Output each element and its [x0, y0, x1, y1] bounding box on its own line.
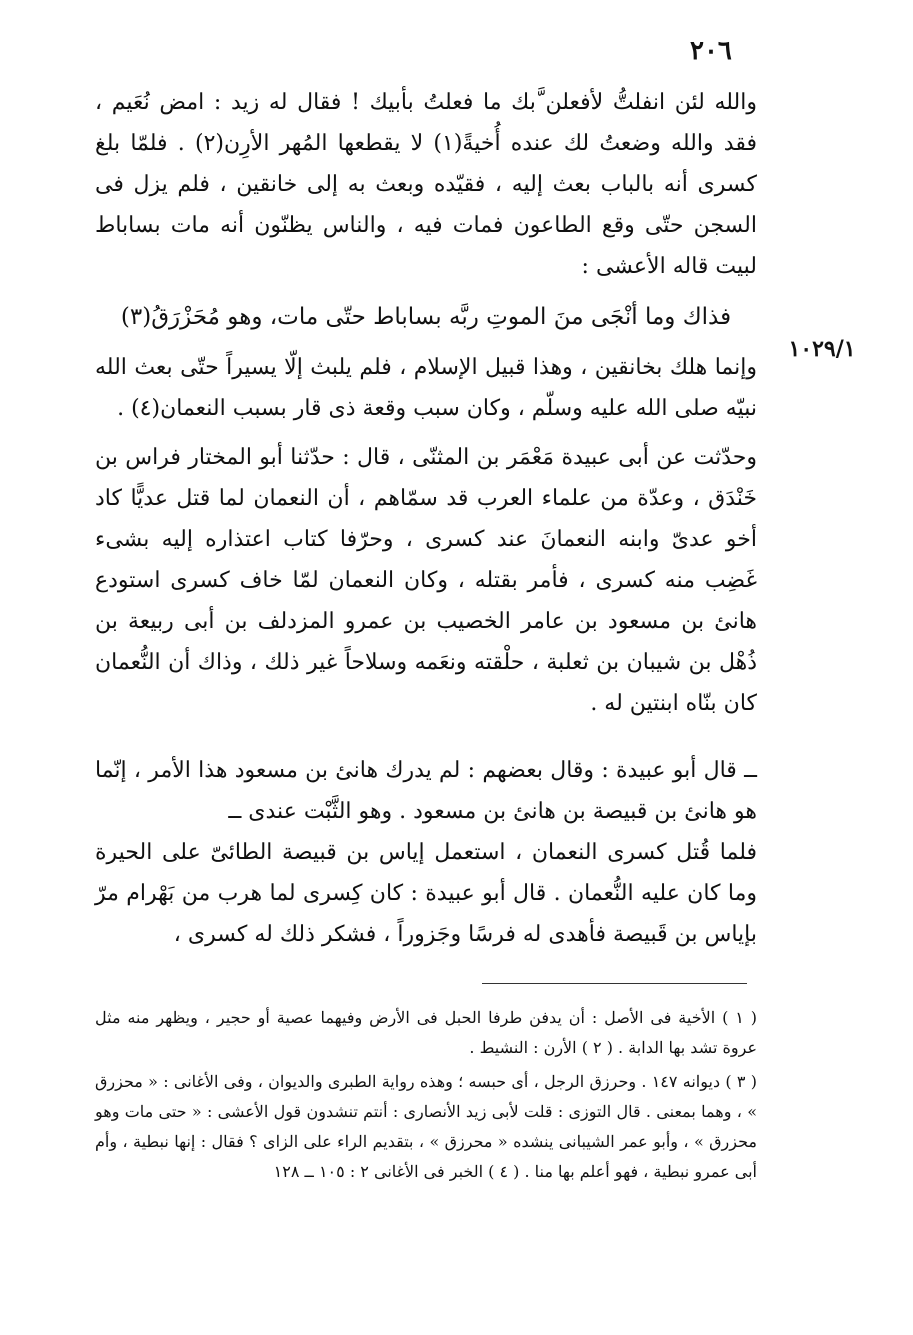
footnotes: [95, 1003, 757, 1191]
paragraph: وإنما هلك بخانقين ، وهذا قبيل الإسلام ، فلم يلبث إلّا يسيراً حتّى بعث الله نبيّه صلى الله عليه وسلّم ، وكان سبب وقعة ذى قار بسبب النعمان(٤) .: [95, 355, 757, 421]
footnote: ( ٣ ) ديوانه ١٤٧ . وحرزق الرجل ، أى حبسه ؛ وهذه رواية الطبرى والديوان ، وفى الأغانى : « محزرق » ، وهما بمعنى . قال التوزى : قلت لأبى زيد الأنصارى : أنتم تنشدون قول الأعشى : « حتى مات وهو محزرق » ، وأبو عمر الشيبانى ينشده « محرزق » ، بتقديم الراء على الزاى ؟ فقال : إنها نبطية ، وأم أبى عمرو نبطية ، فهو أعلم بها منا . ( ٤ ) الخبر فى الأغانى ٢ : ١٠٥ ــ ١٢٨: [95, 1072, 758, 1181]
paragraph: وحدّثت عن أبى عبيدة مَعْمَر بن المثنّى ، قال : حدّثنا أبو المختار فراس بن خَنْدَق ، وعدّة من علماء العرب قد سمّاهم ، أن النعمان لما قتل عديًّا كاد أخو عدىّ وابنه النعمانَ عند كسرى ، وحرّفا كتاب اعتذاره إليه بشىء غَضِب منه كسرى ، فأمر بقتله ، وكان النعمان لمّا خاف كسرى استودع هانئ بن مسعود بن عامر الخصيب بن عمرو المزدلف بن أبى ربيعة بن ذُهْل بن شيبان بن ثعلبة ، حلْقته ونعَمه وسلاحاً غير ذلك ، وذاك أن النُّعمان كان بنّاه ابنتين له .: [95, 445, 757, 716]
main-text: [95, 82, 757, 955]
paragraph: فلما قُتل كسرى النعمان ، استعمل إياس بن قبيصة الطائىّ على الحيرة وما كان عليه النُّعمان . قال أبو عبيدة : كان كِسرى لما هرب من بَهْرام مرّ بإياس بن قَبيصة فأهدى له فرسًا وجَزوراً ، فشكر ذلك له كسرى ،: [95, 840, 757, 947]
footnote-separator: [482, 983, 747, 984]
page-number: ٢٠٦: [690, 36, 732, 66]
footnote: ( ١ ) الأخية فى الأصل : أن يدفن طرفا الحبل فى الأرض وفيهما عصية أو حجير ، ويظهر منه مثل عروة تشد بها الدابة . ( ٢ ) الأرن : النشيط .: [95, 1008, 758, 1057]
margin-reference: ١٠٢٩/١: [788, 336, 856, 362]
poetry-verse: فذاك وما أنْجَى منَ الموتِ ربَّه بساباط حتّى مات، وهو مُحَزْرَقُ(٣): [120, 304, 732, 330]
paragraph: ــ قال أبو عبيدة : وقال بعضهم : لم يدرك هانئ بن مسعود هذا الأمر ، إنّما هو هانئ بن قبيصة بن هانئ بن مسعود . وهو الثَّبْت عندى ــ: [95, 758, 757, 824]
paragraph: والله لئن انفلتُّ لأفعلن َّبك ما فعلتُ بأبيك ! فقال له زيد : امض نُعَيم ، فقد والله وضعتُ لك عنده أُخيةً(١) لا يقطعها المُهر الأرِن(٢) . فلمّا بلغ كسرى أنه بالباب بعث إليه ، فقيّده وبعث به إلى خانقين ، فلم يزل فى السجن حتّى وقع الطاعون فمات فيه ، والناس يظنّون أنه مات بساباط لبيت قاله الأعشى :: [95, 90, 757, 279]
